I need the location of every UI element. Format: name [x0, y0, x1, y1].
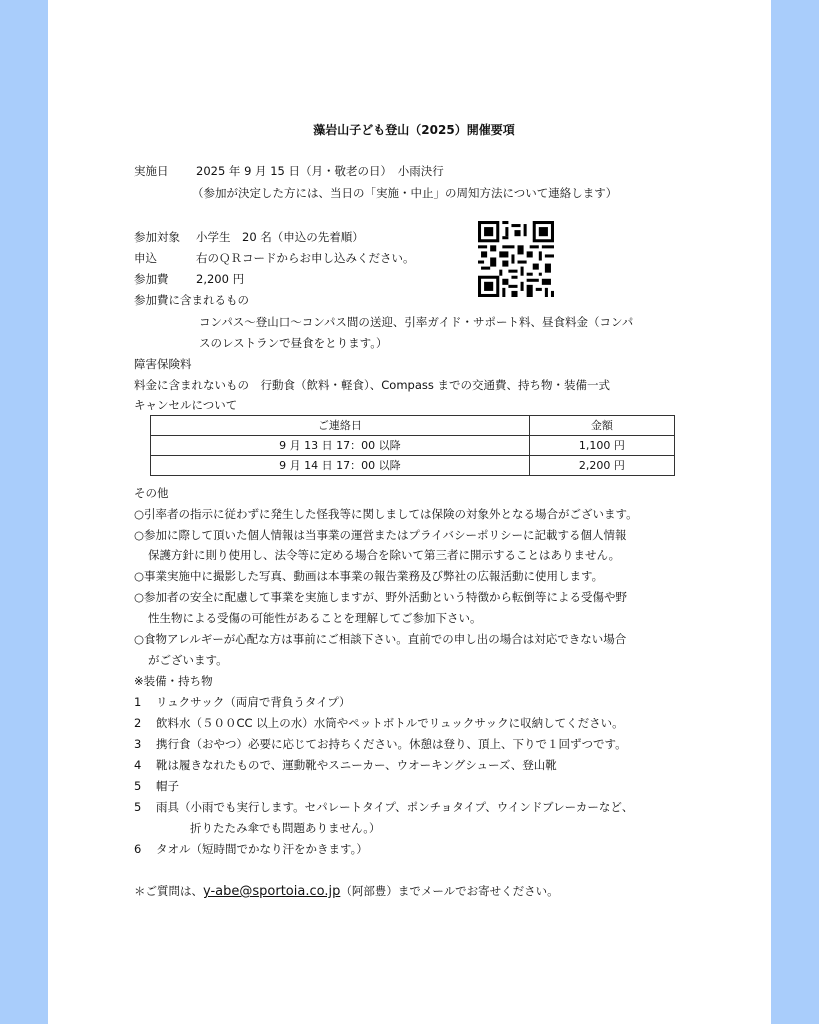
list-item-text: 携行食（おやつ）必要に応じてお持ちください。休憩は登り、頂上、下りで１回ずつです。 [156, 737, 627, 751]
list-item-text: タオル（短時間でかなり汗をかきます。） [156, 842, 368, 856]
qr-code[interactable] [478, 221, 554, 297]
table-cell-date: 9 月 13 日 17：00 以降 [151, 436, 530, 456]
other-item-5a: ○食物アレルギーが心配な方は事前にご相談下さい。直前での申し出の場合は対応できない場合 [134, 632, 627, 646]
excluded-row [134, 377, 610, 393]
equipment-label: ※装備・持ち物 [134, 674, 213, 688]
target-label: 参加対象 [134, 230, 180, 244]
included-line-1: コンパス～登山口～コンパス間の送迎、引率ガイド・サポート料、昼食料金（コンパ [199, 315, 634, 329]
apply-value: 右のＱＲコードからお申し込みください。 [196, 251, 415, 265]
other-item-5b: がございます。 [148, 653, 228, 667]
list-item-text: 雨具（小雨でも実行します。セパレートタイプ、ポンチョタイプ、ウインドブレーカーなど、 [156, 800, 634, 814]
list-item [134, 841, 368, 857]
excluded-value: 行動食（飲料・軽食）、Compass までの交通費、持ち物・装備一式 [260, 378, 611, 392]
target-value: 小学生 20 名（申込の先着順） [196, 230, 364, 244]
table-cell-amount: 1,100 円 [529, 436, 674, 456]
table-row [151, 436, 675, 456]
table-cell-date: 9 月 14 日 17：00 以降 [151, 456, 530, 476]
cancel-label: キャンセルについて [134, 398, 238, 412]
list-item-continuation: 折りたたみ傘でも問題ありません。） [190, 821, 381, 835]
apply-label: 申込 [134, 251, 157, 265]
list-item [134, 799, 633, 815]
schedule-note: （参加が決定した方には、当日の「実施・中止」の周知方法について連絡します） [192, 186, 618, 200]
page-title: 藻岩山子ども登山（2025）開催要項 [313, 123, 515, 137]
included-line-2: スのレストランで昼食をとります。） [199, 336, 388, 350]
table-header-date: ご連絡日 [151, 416, 530, 436]
email-link[interactable]: y-abe@sportoia.co.jp [203, 884, 341, 899]
list-item-number: 5 [134, 779, 142, 793]
contact-row [134, 883, 559, 900]
schedule-row [134, 163, 444, 179]
apply-row [134, 250, 415, 266]
other-item-2a: ○参加に際して頂いた個人情報は当事業の運営またはプライバシーポリシーに記載する個人情報 [134, 528, 627, 542]
other-item-4b: 性生物による受傷の可能性があることを理解してご参加下さい。 [148, 611, 482, 625]
list-item-text: 帽子 [156, 779, 179, 793]
schedule-label: 実施日 [134, 164, 169, 178]
target-row [134, 229, 364, 245]
list-item-number: 6 [134, 842, 142, 856]
insurance-label: 障害保険料 [134, 357, 192, 371]
list-item-number: 3 [134, 737, 142, 751]
contact-prefix: ＊ご質問は、 [134, 884, 203, 898]
contact-suffix: （阿部豊）までメールでお寄せください。 [340, 884, 559, 898]
list-item-number: 4 [134, 758, 142, 772]
cancel-table [150, 415, 675, 476]
list-item-text: 飲料水（５００CC 以上の水）水筒やペットボトルでリュックサックに収納してください。 [156, 716, 624, 730]
document-page [48, 0, 771, 1024]
fee-label: 参加費 [134, 272, 169, 286]
table-header-row [151, 416, 675, 436]
list-item [134, 715, 624, 731]
list-item-text: 靴は履きなれたもので、運動靴やスニーカー、ウオーキングシューズ、登山靴 [156, 758, 557, 772]
list-item-number: 1 [134, 695, 142, 709]
excluded-label: 料金に含まれないもの [134, 378, 249, 392]
table-cell-amount: 2,200 円 [529, 456, 674, 476]
table-header-amount: 金額 [529, 416, 674, 436]
included-label: 参加費に含まれるもの [134, 293, 249, 307]
list-item-text: リュクサック（両肩で背負うタイプ） [156, 695, 351, 709]
fee-row [134, 271, 244, 287]
list-item [134, 736, 627, 752]
list-item [134, 778, 179, 794]
fee-value: 2,200 円 [196, 272, 245, 286]
other-item-2b: 保護方針に則り使用し、法令等に定める場合を除いて第三者に開示することはありません。 [148, 548, 621, 562]
other-item-1: ○引率者の指示に従わずに発生した怪我等に関しましては保険の対象外となる場合がございます。 [134, 507, 638, 521]
list-item-number: 2 [134, 716, 142, 730]
other-item-3: ○事業実施中に撮影した写真、動画は本事業の報告業務及び弊社の広報活動に使用します。 [134, 569, 604, 583]
other-label: その他 [134, 486, 169, 500]
table-row [151, 456, 675, 476]
other-item-4a: ○参加者の安全に配慮して事業を実施しますが、野外活動という特徴から転倒等による受傷や野 [134, 590, 628, 604]
list-item-number: 5 [134, 800, 142, 814]
list-item [134, 694, 350, 710]
schedule-value: 2025 年 9 月 15 日（月・敬老の日） 小雨決行 [196, 164, 444, 178]
list-item [134, 757, 557, 773]
